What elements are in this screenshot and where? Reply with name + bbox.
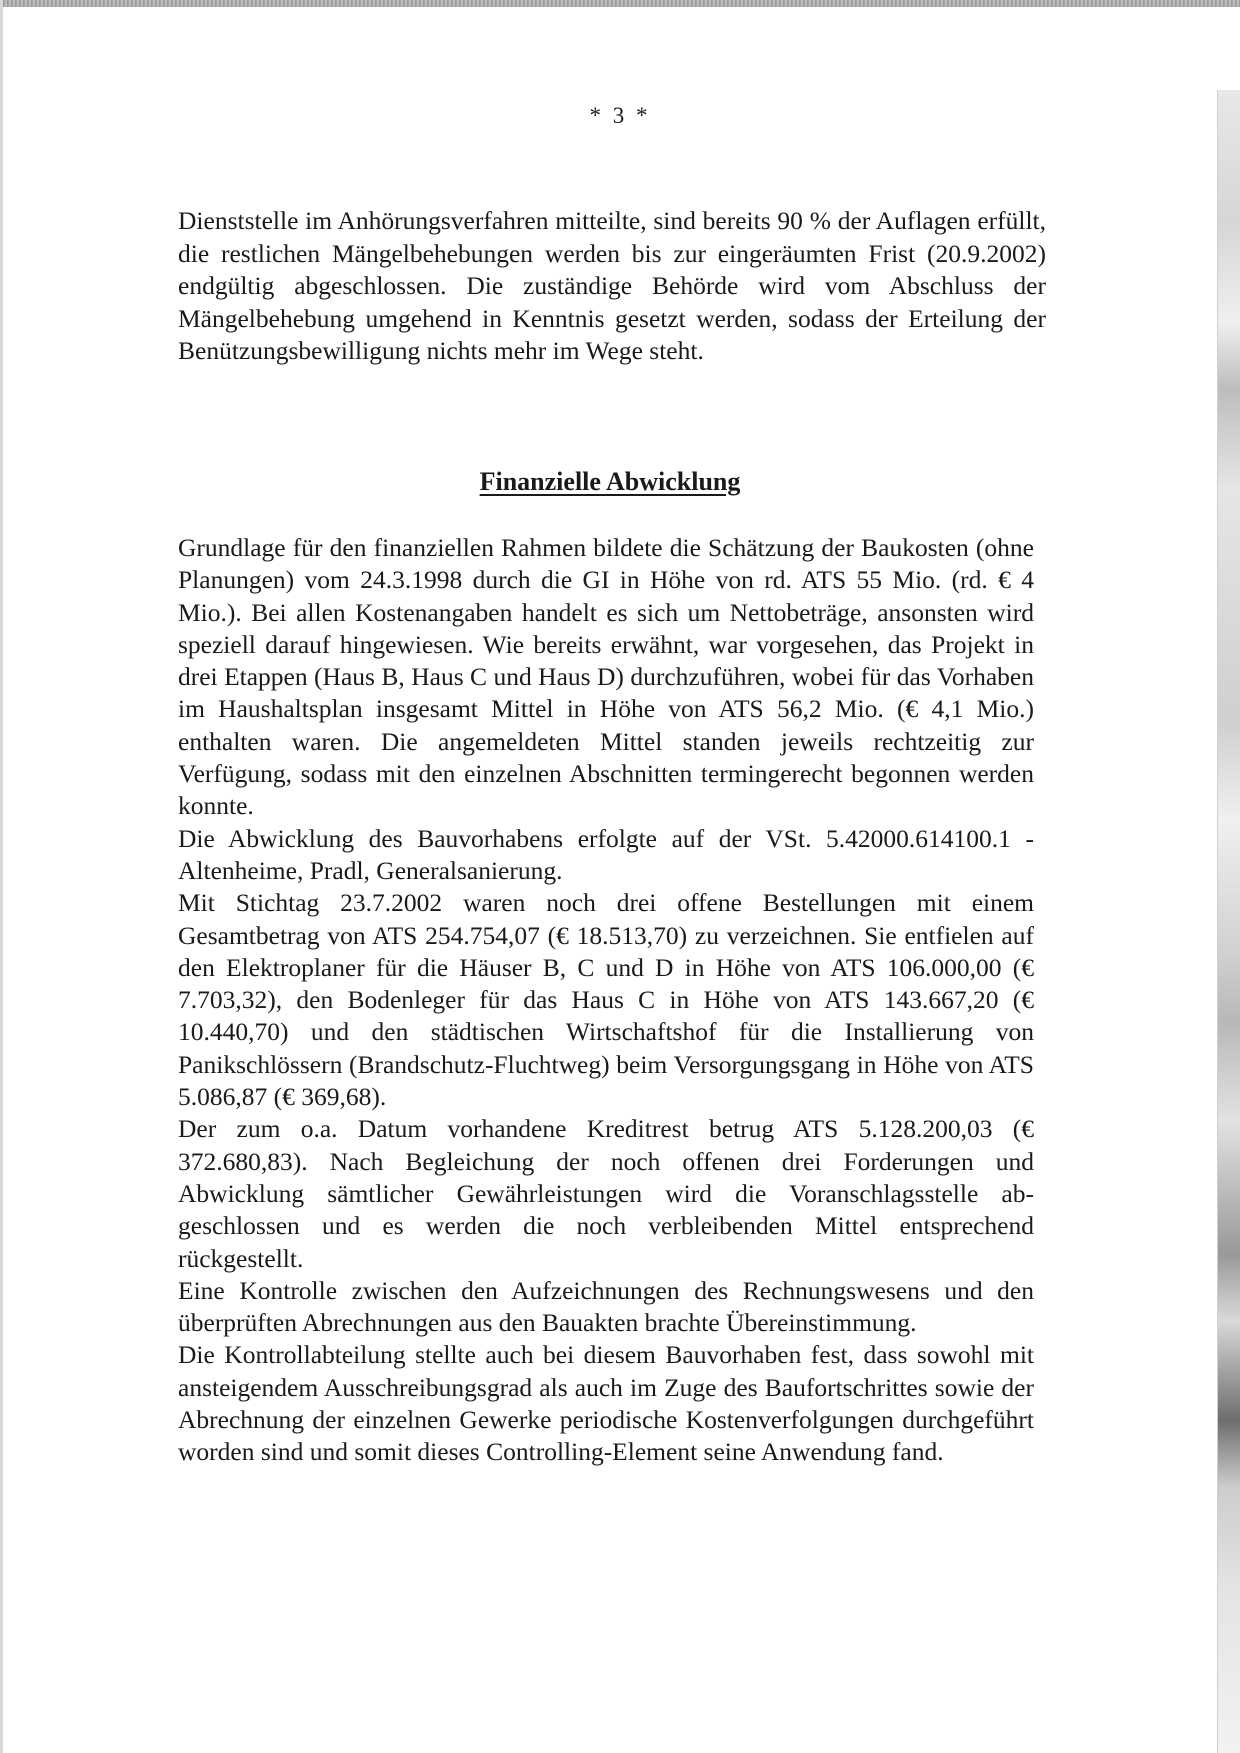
section-heading: Finanzielle Abwicklung [479, 467, 741, 496]
paragraph-credit-remainder: Der zum o.a. Datum vorhandene Kreditrest betrug ATS 5.128.200,03 (€ 372.680,83). Nach Begleichung der noch offenen drei Forderungen und Abwicklung sämtlicher Gewährleistungen wird die Voranschlagsstelle abgeschlossen und es werden die noch verbleibenden Mittel entsprechend rückgestellt. [178, 1114, 1034, 1273]
scan-edge-right [1217, 90, 1240, 1753]
paragraph-accounting-check: Eine Kontrolle zwischen den Aufzeichnungen des Rechnungswesens und den überprüften Abrechnungen aus den Bauakten brachte Übereinstimmung. [178, 1275, 1034, 1338]
intro-paragraph: Dienststelle im Anhörungsverfahren mitteilte, sind bereits 90 % der Auflagen erfüllt, die restlichen Mängelbehebungen werden bis zur eingeräumten Frist (20.9.2002) endgültig abgeschlossen. Die zuständige Behörde wird vom Abschluss der Mängelbehebung umgehend in Kenntnis gesetzt werden, sodass der Erteilung der Benützungsbewilligung nichts mehr im Wege steht. [178, 206, 1046, 365]
paragraph-budget-line: Die Abwicklung des Bauvorhabens erfolgte auf der VSt. 5.42000.614100.1 - Altenheime, Pradl, Generalsanierung. [178, 823, 1034, 885]
section-body [178, 532, 1034, 1469]
scan-edge-top [0, 0, 1240, 7]
paragraph-cost-controlling: Die Kontrollabteilung stellte auch bei diesem Bauvorhaben fest, dass sowohl mit ansteigendem Ausschreibungsgrad als auch im Zuge des Baufortschrittes sowie der Abrechnung der einzelnen Gewerke periodische Kostenverfolgungen durchgeführt worden sind und somit dieses Controlling-Element seine Anwendung fand. [178, 1340, 1034, 1467]
paragraph-open-orders: Mit Stichtag 23.7.2002 waren noch drei offene Bestellungen mit einem Gesamtbetrag von ATS 254.754,07 (€ 18.513,70) zu verzeichnen. Sie entfielen auf den Elektroplaner für die Häuser B, C und D in Höhe von ATS 106.000,00 (€ 7.703,32), den Bodenleger für das Haus C in Höhe von ATS 143.667,20 (€ 10.440,70) und den städtischen Wirtschaftshof für die Installierung von Panikschlössern (Brandschutz-Fluchtweg) beim Versorgungsgang in Höhe von ATS 5.086,87 (€ 369,68). [178, 888, 1034, 1112]
page-number: * 3 * [589, 103, 651, 128]
paragraph-financial-framework: Grundlage für den finanziellen Rahmen bildete die Schätzung der Baukosten (ohne Planungen) vom 24.3.1998 durch die GI in Höhe von rd. ATS 55 Mio. (rd. € 4 Mio.). Bei allen Kostenangaben handelt es sich um Nettobeträge, ansonsten wird speziell darauf hingewiesen. Wie bereits erwähnt, war vorgesehen, das Projekt in drei Etappen (Haus B, Haus C und Haus D) durchzuführen, wobei für das Vorhaben im Haushaltsplan insgesamt Mittel in Höhe von ATS 56,2 Mio. (€ 4,1 Mio.) enthalten waren. Die angemeldeten Mittel standen jeweils rechtzeitig zur Verfügung, sodass mit den einzelnen Abschnitten termingerecht begonnen werden konnte. [178, 533, 1034, 821]
scan-edge-left [0, 0, 3, 1753]
